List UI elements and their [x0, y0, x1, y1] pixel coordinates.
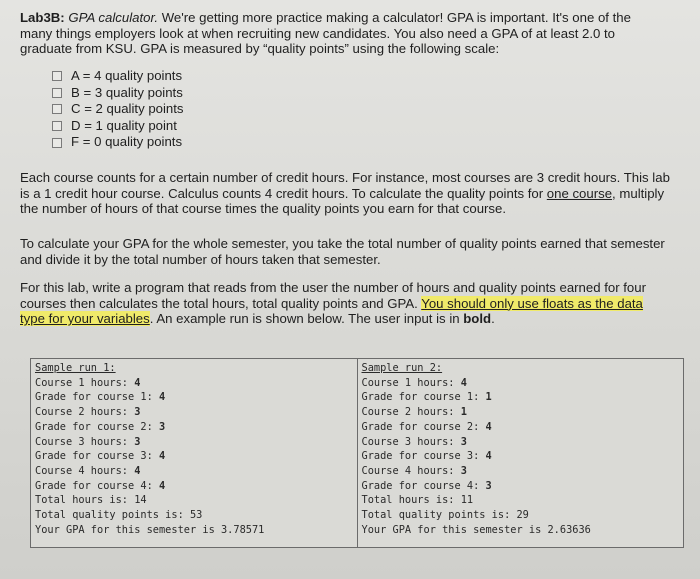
- scale-item: [52, 68, 184, 85]
- sample-run-1: [31, 359, 357, 547]
- quality-scale-list: [52, 68, 184, 151]
- bullet-box-icon: [52, 71, 62, 81]
- sample-run-2: [357, 359, 684, 547]
- run-line: Grade for course 4: 4: [35, 479, 166, 492]
- bullet-box-icon: [52, 104, 62, 114]
- intro-line-1: We're getting more practice making a calculator! GPA is important. It's one of the: [158, 10, 631, 25]
- run-line: Course 4 hours: 3: [361, 464, 467, 477]
- scale-item: [52, 134, 184, 151]
- credit-line-1: Each course counts for a certain number of credit hours. For instance, most courses are 3 credit hours. This lab: [20, 170, 670, 185]
- scale-item: [52, 85, 184, 102]
- credit-line-2-end: , multiply: [612, 185, 665, 201]
- floats-highlight: You should only use floats as the data: [421, 295, 643, 311]
- gpa-line-1: To calculate your GPA for the whole semester, you take the total number of quality points earned that semester: [20, 236, 665, 251]
- scale-item: [52, 118, 184, 135]
- run-line: Total quality points is: 29: [361, 509, 529, 522]
- scale-item-label: B = 3 quality points: [71, 84, 183, 100]
- intro-line-3: graduate from KSU. GPA is measured by “quality points” using the following scale:: [20, 41, 500, 56]
- credit-line-3: the number of hours of that course times the quality points you earn for that course.: [20, 201, 507, 216]
- scale-item: [52, 101, 184, 118]
- run-line: Your GPA for this semester is 2.63636: [361, 523, 591, 536]
- run-line: Course 1 hours: 4: [35, 376, 141, 389]
- bullet-box-icon: [52, 88, 62, 98]
- scale-item-label: A = 4 quality points: [71, 68, 183, 83]
- credit-line-2: is a 1 credit hour course. Calculus counts 4 credit hours. To calculate the quality points for: [20, 185, 547, 201]
- run-line: Grade for course 2: 3: [35, 420, 166, 433]
- lab-title: GPA calculator.: [68, 10, 159, 25]
- run-line: Course 3 hours: 3: [361, 435, 467, 448]
- scale-item-label: C = 2 quality points: [71, 101, 184, 117]
- run-line: Total hours is: 11: [361, 494, 474, 507]
- gpa-paragraph: [20, 236, 690, 267]
- bullet-box-icon: [52, 138, 62, 148]
- lab-paragraph: [20, 280, 690, 327]
- run-line: Course 4 hours: 4: [35, 464, 141, 477]
- run-line: Course 2 hours: 1: [361, 406, 467, 419]
- bold-word: bold: [463, 311, 492, 326]
- intro-line-2: many things employers look at when recruiting new candidates. You also need a GPA of at least 2.0 to: [20, 25, 616, 41]
- run-line: Course 3 hours: 3: [35, 435, 141, 448]
- bullet-box-icon: [52, 121, 62, 131]
- lab-label: Lab3B:: [20, 10, 65, 25]
- credit-paragraph: [20, 170, 690, 217]
- run-line: Grade for course 1: 1: [361, 391, 492, 404]
- run-line: Grade for course 3: 4: [361, 450, 492, 463]
- scale-item-label: D = 1 quality point: [71, 117, 177, 133]
- run-line: Course 1 hours: 4: [361, 376, 467, 389]
- run-line: Total quality points is: 53: [35, 509, 203, 522]
- variables-highlight: type for your variables: [20, 311, 150, 326]
- run-line: Grade for course 1: 4: [35, 391, 166, 404]
- run-line: Grade for course 2: 4: [361, 420, 492, 433]
- run-line: Grade for course 4: 3: [361, 479, 492, 492]
- one-course-underline: one course: [546, 185, 613, 201]
- intro-paragraph: [20, 10, 690, 57]
- run-line: Grade for course 3: 4: [35, 450, 166, 463]
- run-line: Total hours is: 14: [35, 494, 147, 507]
- lab-line-3: . An example run is shown below. The user input is in: [149, 311, 464, 326]
- gpa-line-2: and divide it by the total number of hours taken that semester.: [20, 251, 381, 267]
- sample-runs-table: [30, 358, 684, 548]
- sample-run-title: Sample run 1:: [35, 362, 116, 374]
- sample-run-title: Sample run 2:: [361, 362, 443, 374]
- lab-line-1: For this lab, write a program that reads from the user the number of hours and quality points earned for four: [20, 280, 646, 295]
- scale-item-label: F = 0 quality points: [71, 134, 183, 150]
- lab-line-2: courses then calculates the total hours, total quality points and GPA.: [20, 295, 422, 311]
- lab-line-3-end: .: [491, 311, 495, 326]
- run-line: Course 2 hours: 3: [35, 406, 141, 419]
- run-line: Your GPA for this semester is 3.78571: [35, 523, 265, 536]
